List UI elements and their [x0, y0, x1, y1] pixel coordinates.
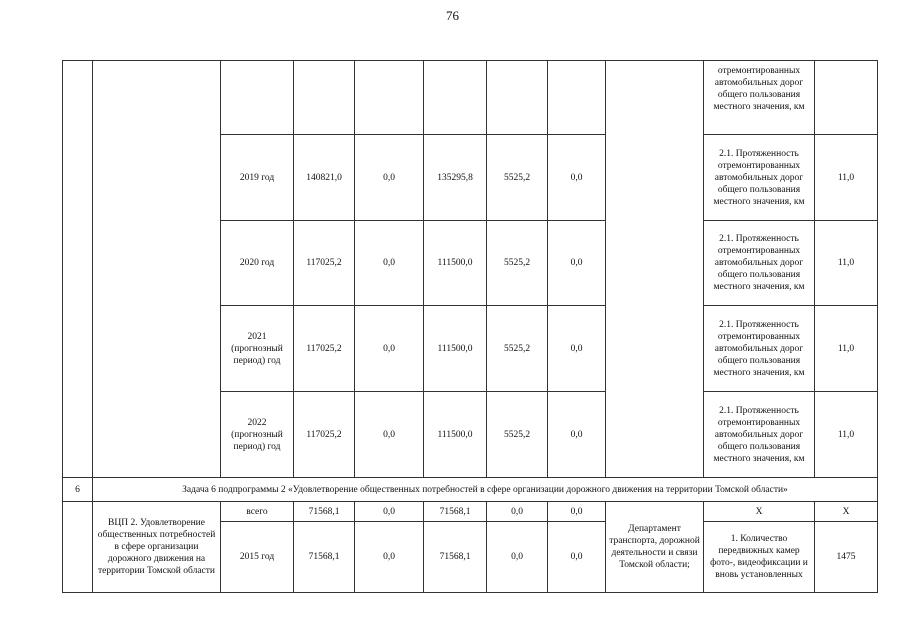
program-table: [62, 60, 878, 593]
cell-empty: [548, 61, 606, 135]
program-name: ВЦП 2. Удовлетворение общественных потребностей в сфере организации дорожного движения на территории Томской области: [93, 502, 221, 593]
value-cell: 11,0: [815, 392, 878, 478]
regional-cell: 71568,1: [424, 522, 487, 593]
cell-empty: [424, 61, 487, 135]
year-cell: 2015 год: [221, 522, 294, 593]
executor-name: Департамент транспорта, дорожной деятельности и связи Томской области;: [606, 502, 704, 593]
local-cell: 0,0: [487, 502, 548, 522]
other-cell: 0,0: [548, 221, 606, 306]
total-cell: 117025,2: [294, 306, 355, 392]
federal-cell: 0,0: [355, 221, 424, 306]
local-cell: 5525,2: [487, 392, 548, 478]
task-number: 6: [63, 478, 93, 502]
year-cell: 2021 (прогнозный период) год: [221, 306, 294, 392]
federal-cell: 0,0: [355, 522, 424, 593]
total-cell: 71568,1: [294, 502, 355, 522]
cell-executor-empty: [606, 61, 704, 478]
cell-num-empty: [63, 61, 93, 478]
year-cell: 2020 год: [221, 221, 294, 306]
indicator-cell: 2.1. Протяженность отремонтированных автомобильных дорог общего пользования местного значения, км: [704, 221, 815, 306]
value-cell: 11,0: [815, 221, 878, 306]
year-cell: всего: [221, 502, 294, 522]
local-cell: 5525,2: [487, 135, 548, 221]
federal-cell: 0,0: [355, 392, 424, 478]
cell-empty: [487, 61, 548, 135]
indicator-cell: Х: [704, 502, 815, 522]
cell-empty: [815, 61, 878, 135]
value-cell: 11,0: [815, 306, 878, 392]
total-cell: 117025,2: [294, 392, 355, 478]
year-cell: 2019 год: [221, 135, 294, 221]
other-cell: 0,0: [548, 306, 606, 392]
other-cell: 0,0: [548, 135, 606, 221]
value-cell: Х: [815, 502, 878, 522]
local-cell: 5525,2: [487, 221, 548, 306]
value-cell: 1475: [815, 522, 878, 593]
regional-cell: 71568,1: [424, 502, 487, 522]
local-cell: 5525,2: [487, 306, 548, 392]
cell-program-empty: [93, 61, 221, 478]
cell-empty: [294, 61, 355, 135]
year-cell: 2022 (прогнозный период) год: [221, 392, 294, 478]
cell-empty: [355, 61, 424, 135]
total-cell: 117025,2: [294, 221, 355, 306]
indicator-cell: отремонтированных автомобильных дорог общего пользования местного значения, км: [704, 61, 815, 135]
cell-year-empty: [221, 61, 294, 135]
regional-cell: 111500,0: [424, 306, 487, 392]
indicator-cell: 2.1. Протяженность отремонтированных автомобильных дорог общего пользования местного значения, км: [704, 306, 815, 392]
cell-num-empty: [63, 502, 93, 593]
total-cell: 140821,0: [294, 135, 355, 221]
indicator-cell: 2.1. Протяженность отремонтированных автомобильных дорог общего пользования местного значения, км: [704, 392, 815, 478]
task-row: [63, 478, 878, 502]
local-cell: 0,0: [487, 522, 548, 593]
other-cell: 0,0: [548, 392, 606, 478]
federal-cell: 0,0: [355, 502, 424, 522]
other-cell: 0,0: [548, 522, 606, 593]
other-cell: 0,0: [548, 502, 606, 522]
indicator-cell: 1. Количество передвижных камер фото-, видеофиксации и вновь установленных: [704, 522, 815, 593]
task-title: Задача 6 подпрограммы 2 «Удовлетворение общественных потребностей в сфере организации дорожного движения на территории Томской области»: [93, 478, 878, 502]
federal-cell: 0,0: [355, 306, 424, 392]
regional-cell: 111500,0: [424, 392, 487, 478]
total-cell: 71568,1: [294, 522, 355, 593]
page-number: 76: [446, 8, 459, 23]
table-row: [63, 502, 878, 522]
value-cell: 11,0: [815, 135, 878, 221]
regional-cell: 135295,8: [424, 135, 487, 221]
federal-cell: 0,0: [355, 135, 424, 221]
table-row: [63, 61, 878, 135]
regional-cell: 111500,0: [424, 221, 487, 306]
indicator-cell: 2.1. Протяженность отремонтированных автомобильных дорог общего пользования местного значения, км: [704, 135, 815, 221]
